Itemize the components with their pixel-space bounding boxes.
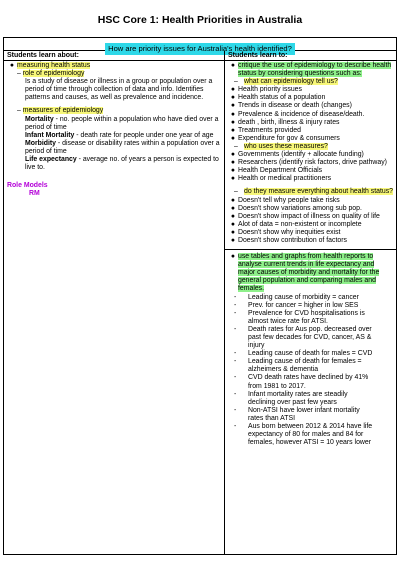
list-item <box>228 151 393 159</box>
bullet-icon: ● <box>230 151 236 159</box>
list-item-text: Trends in disease or death (changes) <box>238 102 352 110</box>
subtopic-measures: – measures of epidemiology <box>17 107 104 115</box>
list-item-text: Health Department Officials <box>238 167 323 175</box>
learn-to-body <box>225 61 396 447</box>
measure-item <box>7 140 221 156</box>
bullet-icon: ● <box>230 159 236 167</box>
learn-about-body <box>4 61 224 198</box>
bullet-icon: ● <box>230 62 236 69</box>
measure-term: Life expectancy <box>25 156 77 164</box>
learn-to-header: Students learn to: <box>225 51 396 61</box>
bullet-icon: ● <box>230 204 236 212</box>
bullet-icon: ● <box>230 86 236 94</box>
role-description: Is a study of disease or illness in a group or population over a period of time through collection of data and info. Identifies patterns and causes, as well as prevalence and incidence. <box>25 78 213 102</box>
learn-about-header: Students learn about: <box>4 51 224 61</box>
list-item <box>228 86 393 94</box>
page-title: HSC Core 1: Health Priorities in Australia <box>97 14 303 26</box>
bullet-icon: ● <box>230 236 236 244</box>
bullet-icon: ● <box>230 94 236 102</box>
bullet-icon: ● <box>9 62 15 69</box>
list-item-text: Prev. for cancer = higher in low SES <box>248 301 359 309</box>
list-item-text: Leading cause of death for males = CVD <box>248 350 373 358</box>
dash-marker: - <box>234 390 237 398</box>
bullet-icon: ● <box>230 253 236 261</box>
topic-measuring-health-status: measuring health status <box>17 62 91 69</box>
subtopic-role-label: role of epidemiology <box>22 70 85 78</box>
list-item <box>228 197 393 205</box>
subtopic-role: – role of epidemiology <box>17 70 85 78</box>
list-item-text: Alot of data = non-existent or incomplete <box>238 220 362 228</box>
tables-bullet <box>228 253 393 293</box>
list-item-text: Health status of a population <box>238 94 326 102</box>
list-item-text: CVD death rates have declined by 41% from 1981 to 2017. <box>248 374 369 390</box>
list-item <box>228 326 393 350</box>
list-item-text: Leading cause of death for females = alzheimers & dementia <box>248 358 362 374</box>
measure-desc: - disease or disability rates within a population over a period of time <box>25 139 220 155</box>
list-item-text: Doesn't show variations among sub pop. <box>238 204 362 212</box>
list-item <box>228 350 393 358</box>
topic-bullet <box>7 62 221 70</box>
list-item <box>228 237 393 245</box>
content-table <box>3 37 397 555</box>
list-item-text: Doesn't tell why people take risks <box>238 196 340 204</box>
subtopic-measures-label: measures of epidemiology <box>22 107 104 115</box>
bullet-icon: ● <box>230 228 236 236</box>
who-list <box>228 151 393 183</box>
list-item <box>228 294 393 302</box>
question-what: – what can epidemiology tell us? <box>234 78 338 86</box>
list-item <box>228 175 393 183</box>
list-item <box>228 111 393 119</box>
dash-marker: - <box>234 406 237 414</box>
list-item <box>228 127 393 135</box>
learn-to-column <box>225 51 396 554</box>
list-item-text: Infant mortality rates are steadily declining over past few years <box>248 390 348 406</box>
dash-marker: - <box>234 309 237 317</box>
dash-marker: - <box>234 301 237 309</box>
list-item <box>228 423 393 447</box>
list-item <box>228 102 393 110</box>
list-item-text: Aus born between 2012 & 2014 have life expectancy of 80 for males and 84 for females, however ATSI = 10 years lower <box>248 423 373 447</box>
bullet-icon: ● <box>230 118 236 126</box>
question-highlight: How are priority issues for Australia's health identified? <box>105 43 295 55</box>
dash-marker: - <box>234 350 237 358</box>
list-item-text: Prevalence & incidence of disease/death. <box>238 110 365 118</box>
list-item-text: Prevalence for CVD hospitalisations is almost twice rate for ATSI. <box>248 309 365 325</box>
bullet-icon: ● <box>230 196 236 204</box>
bullet-icon: ● <box>230 167 236 175</box>
list-item <box>228 221 393 229</box>
measure-desc: - death rate for people under one year of age <box>74 131 214 139</box>
learn-about-column <box>4 51 225 554</box>
list-item <box>228 205 393 213</box>
dash-marker: - <box>234 374 237 382</box>
dash-marker: - <box>234 325 237 333</box>
list-item-text: Treatments provided <box>238 126 301 134</box>
question-row <box>4 38 396 51</box>
list-item <box>228 358 393 374</box>
what-list <box>228 86 393 143</box>
list-item-text: Leading cause of morbidity = cancer <box>248 293 359 301</box>
measure-desc: - no. people within a population who have died over a period of time <box>25 115 219 131</box>
list-item <box>228 119 393 127</box>
list-item <box>228 374 393 390</box>
bullet-icon: ● <box>230 110 236 118</box>
measure-term: Morbidity <box>25 139 57 147</box>
list-item <box>228 407 393 423</box>
everything-list <box>228 197 393 246</box>
question-everything: – do they measure everything about health status? <box>234 188 394 196</box>
dash-marker: - <box>234 423 237 431</box>
bullet-icon: ● <box>230 212 236 220</box>
list-item-text: Doesn't show impact of illness on quality of life <box>238 212 380 220</box>
list-item <box>228 135 393 143</box>
question-who-label: who uses these measures? <box>244 142 328 150</box>
list-item-text: Governments (identify + allocate funding) <box>238 151 364 159</box>
tables-text: use tables and graphs from health reports to analyse current trends in life expectancy and major causes of morbidity and mortality for the general population and comparing males and females. <box>238 253 380 293</box>
list-item <box>228 302 393 310</box>
list-item-text: Researchers (identify risk factors, drive pathway) <box>238 159 387 167</box>
bullet-icon: ● <box>230 220 236 228</box>
bullet-icon: ● <box>230 102 236 110</box>
list-item-text: death , birth, illness & injury rates <box>238 118 340 126</box>
list-item-text: Doesn't show contribution of factors <box>238 236 347 244</box>
measure-item <box>7 156 221 172</box>
measure-item <box>7 116 221 132</box>
list-item <box>228 94 393 102</box>
dash-marker: - <box>234 358 237 366</box>
section-divider <box>225 249 396 250</box>
bullet-icon: ● <box>230 175 236 183</box>
bullet-icon: ● <box>230 126 236 134</box>
role-models-label: Role Models <box>7 182 48 190</box>
critique-bullet <box>228 62 393 78</box>
list-item <box>228 213 393 221</box>
list-item-text: Death rates for Aus pop. decreased over past few decades for CVD, cancer, AS & injury <box>248 325 372 350</box>
question-everything-label: do they measure everything about health status? <box>244 188 394 196</box>
list-item-text: Health priority issues <box>238 86 302 94</box>
measure-term: Infant Mortality <box>25 131 75 139</box>
trends-list <box>228 294 393 448</box>
bullet-icon: ● <box>230 134 236 142</box>
measure-term: Mortality <box>25 115 54 123</box>
list-item <box>228 167 393 175</box>
list-item <box>228 310 393 326</box>
rm-label: RM <box>29 190 40 198</box>
list-item-text: Health or medical practitioners <box>238 175 332 183</box>
critique-text: critique the use of epidemiology to describe health status by considering questions such as: <box>238 62 392 78</box>
list-item-text: Non-ATSI have lower infant mortality rates than ATSI <box>248 406 360 422</box>
question-what-label: what can epidemiology tell us? <box>244 78 338 86</box>
list-item <box>228 159 393 167</box>
measure-desc: - average no. of years a person is expected to live to. <box>25 156 219 172</box>
list-item <box>228 229 393 237</box>
list-item <box>228 391 393 407</box>
question-who: – who uses these measures? <box>234 142 328 150</box>
table-columns <box>4 51 396 554</box>
measure-item <box>7 132 221 140</box>
list-item-text: Doesn't show why inequities exist <box>238 228 341 236</box>
dash-marker: - <box>234 293 237 301</box>
list-item-text: Expenditure for gov & consumers <box>238 134 340 142</box>
